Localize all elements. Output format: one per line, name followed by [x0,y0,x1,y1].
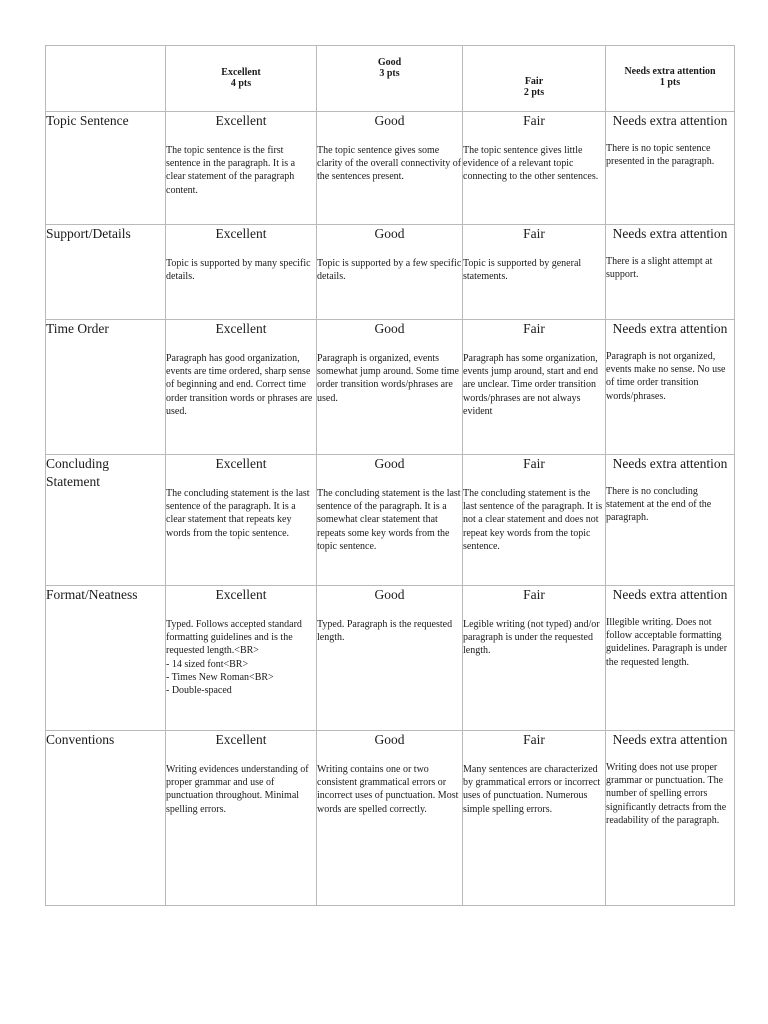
cell-description: Topic is supported by many specific details. [166,258,311,283]
rubric-cell [166,320,317,455]
header-blank-cell [46,46,166,112]
rubric-cell [463,320,606,455]
cell-description: Illegible writing. Does not follow acceptable formatting guidelines. Paragraph is under the requested length. [606,617,728,668]
rubric-cell [463,731,606,906]
rubric-cell [317,586,463,731]
cell-description: There is no topic sentence presented in the paragraph. [606,143,715,168]
rubric-cell [463,586,606,731]
header-level-label: Needs extra attention [624,66,716,77]
cell-level: Excellent [215,113,267,128]
cell-level: Needs extra attention [612,456,728,471]
header-level-points: 3 pts [379,68,400,79]
cell-level: Good [374,732,405,747]
cell-level: Good [374,456,405,471]
rubric-row-time-order [46,320,735,455]
rubric-cell [606,225,735,320]
header-level-label: Excellent [221,67,261,78]
cell-description: Many sentences are characterized by grammatical errors or incorrect uses of punctuation. Numerous simple spelling errors. [463,764,601,815]
cell-level: Needs extra attention [612,226,728,241]
rubric-cell [166,731,317,906]
header-level-label: Fair [524,76,544,87]
cell-level: Fair [523,321,545,336]
cell-level: Excellent [215,456,267,471]
rubric-cell [166,455,317,586]
rubric-cell [606,586,735,731]
rubric-row-concluding-statement [46,455,735,586]
cell-description: Paragraph has good organization, events are time ordered, sharp sense of beginning and end. Correct time order transition words or phrases are used. [166,353,313,417]
cell-level: Fair [523,587,545,602]
cell-description: The topic sentence gives little evidence of a relevant topic connecting to the other sentences. [463,145,599,183]
criterion-label: Support/Details [46,225,166,320]
cell-description: Paragraph is organized, events somewhat jump around. Some time order transition words/phrases are used. [317,353,459,404]
header-fair [463,46,606,112]
criterion-label: Concluding Statement [46,455,166,586]
cell-level: Good [374,113,405,128]
header-row [46,46,735,112]
rubric-cell [463,225,606,320]
cell-description: There is a slight attempt at support. [606,256,713,281]
cell-description: Typed. Paragraph is the requested length. [317,619,453,644]
rubric-cell [166,225,317,320]
cell-level: Good [374,226,405,241]
rubric-cell [606,731,735,906]
rubric-row-support-details [46,225,735,320]
rubric-cell [317,320,463,455]
cell-level: Fair [523,226,545,241]
rubric-cell [606,455,735,586]
cell-level: Excellent [215,587,267,602]
rubric-cell [463,112,606,225]
cell-level: Fair [523,732,545,747]
cell-level: Needs extra attention [612,587,728,602]
header-level-points: 2 pts [523,87,545,98]
rubric-row-topic-sentence [46,112,735,225]
cell-description: The topic sentence is the first sentence in the paragraph. It is a clear statement of the paragraph content. [166,145,296,196]
cell-level: Excellent [215,732,267,747]
rubric-table [45,45,735,906]
cell-description: The concluding statement is the last sentence of the paragraph. It is a somewhat clear statement that repeats some key words from the topic sentence. [317,488,461,552]
cell-level: Needs extra attention [612,113,728,128]
header-level-points: 4 pts [230,78,252,89]
criterion-label: Topic Sentence [46,112,166,225]
cell-level: Excellent [215,321,267,336]
cell-description: Writing contains one or two consistent grammatical errors or incorrect uses of punctuation. Most words are spelled correctly. [317,764,459,815]
cell-description: Paragraph is not organized, events make no sense. No use of time order transition words/phrases. [606,351,726,402]
header-good [317,46,463,112]
criterion-label: Time Order [46,320,166,455]
rubric-cell [166,586,317,731]
cell-description: Writing evidences understanding of proper grammar and use of punctuation throughout. Minimal spelling errors. [166,764,309,815]
cell-description: The concluding statement is the last sentence of the paragraph. It is a clear statement that repeats key words from the topic sentence. [166,488,310,539]
cell-description: Paragraph has some organization, events jump around, start and end are unclear. Time order transition words/phrases are not always evident [463,353,598,417]
rubric-cell [606,320,735,455]
cell-description: The topic sentence gives some clarity of the overall connectivity of the sentences present. [317,145,462,183]
rubric-cell [463,455,606,586]
cell-level: Excellent [215,226,267,241]
criterion-label: Format/Neatness [46,586,166,731]
cell-level: Fair [523,113,545,128]
cell-level: Good [374,321,405,336]
rubric-cell [606,112,735,225]
cell-level: Fair [523,456,545,471]
cell-description: Writing does not use proper grammar or punctuation. The number of spelling errors significantly detracts from the readability of the paragraph. [606,762,727,826]
cell-level: Good [374,587,405,602]
header-excellent [166,46,317,112]
cell-description: The concluding statement is the last sentence of the paragraph. It is not a clear statement and does not repeat key words from the topic sentence. [463,488,603,552]
header-level-points: 1 pts [659,77,681,88]
cell-description: Topic is supported by a few specific details. [317,258,462,283]
cell-description: There is no concluding statement at the end of the paragraph. [606,486,712,524]
rubric-row-format-neatness [46,586,735,731]
header-level-label: Good [377,57,402,68]
header-needs-extra-attention [606,46,735,112]
rubric-cell [317,455,463,586]
rubric-cell [317,112,463,225]
cell-level: Needs extra attention [612,732,728,747]
cell-description: Legible writing (not typed) and/or paragraph is under the requested length. [463,619,600,657]
rubric-cell [166,112,317,225]
rubric-cell [317,225,463,320]
rubric-cell [317,731,463,906]
cell-level: Needs extra attention [612,321,728,336]
cell-description: Typed. Follows accepted standard formatting guidelines and is the requested length.<BR> - 14 sized font<BR> - Times New Roman<BR> - Double-spaced [166,619,302,697]
cell-description: Topic is supported by general statements. [463,258,582,283]
criterion-label: Conventions [46,731,166,906]
rubric-row-conventions [46,731,735,906]
